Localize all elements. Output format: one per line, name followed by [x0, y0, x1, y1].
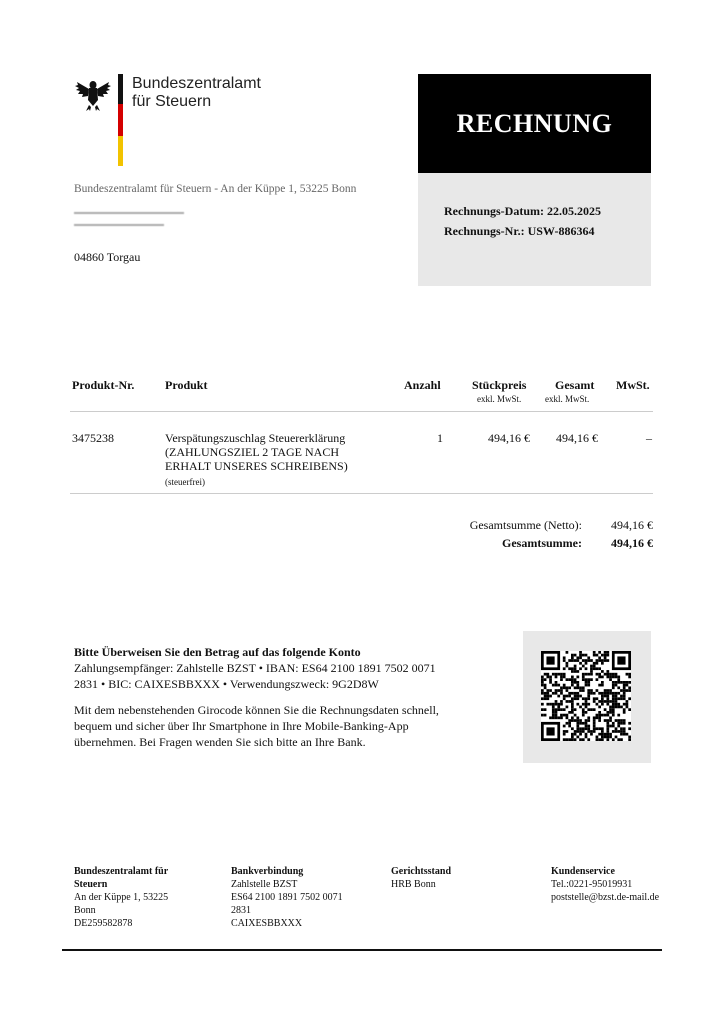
- payment-title: Bitte Überweisen Sie den Betrag auf das folgende Konto: [74, 645, 361, 659]
- invoice-number: USW-886364: [527, 224, 595, 238]
- girocode-qr-icon: [541, 651, 631, 741]
- cell-unit-price: 494,16 €: [488, 431, 530, 445]
- footer-company-title1: Bundeszentralamt für: [74, 866, 169, 877]
- recipient-redacted: [74, 212, 194, 246]
- col-header-product: Produkt: [165, 378, 208, 392]
- sender-line: Bundeszentralamt für Steuern - An der Küppe 1, 53225 Bonn: [74, 183, 357, 195]
- footer-bank: [231, 865, 381, 930]
- footer-bank-bic: CAIXESBBXXX: [231, 918, 303, 929]
- col-header-total: Gesamt: [555, 378, 595, 392]
- invoice-number-label: Rechnungs-Nr.:: [444, 224, 525, 238]
- col-header-product-no: Produkt-Nr.: [72, 378, 135, 392]
- product-line3: ERHALT UNSERES SCHREIBENS): [165, 459, 348, 473]
- footer-bank-iban2: 2831: [231, 905, 251, 916]
- invoice-date-row: [444, 201, 601, 221]
- payment-instructions: [74, 644, 474, 750]
- footer-bank-name: Zahlstelle BZST: [231, 879, 298, 890]
- cell-total: 494,16 €: [556, 431, 598, 445]
- girocode-panel: [523, 631, 651, 763]
- net-total-value: 494,16 €: [611, 518, 653, 532]
- footer-company: [74, 865, 224, 930]
- cell-product-no: 3475238: [72, 431, 114, 445]
- payment-desc-line1: Mit dem nebenstehenden Girocode können Sie die Rechnungsdaten schnell,: [74, 703, 439, 717]
- product-line2: (ZAHLUNGSZIEL 2 TAGE NACH: [165, 445, 340, 459]
- footer-court: [391, 865, 541, 891]
- invoice-number-row: [444, 221, 601, 241]
- footer-service-phone: Tel.:0221-95019931: [551, 879, 633, 890]
- footer-company-title2: Steuern: [74, 879, 108, 890]
- footer-divider: [62, 949, 662, 951]
- cell-vat: –: [646, 431, 652, 445]
- invoice-date-label: Rechnungs-Datum:: [444, 204, 545, 218]
- footer-court-value: HRB Bonn: [391, 879, 436, 890]
- logo: [74, 74, 274, 169]
- payment-desc-line3: übernehmen. Bei Fragen wenden Sie sich bitte an Ihre Bank.: [74, 735, 366, 749]
- footer-court-title: Gerichtsstand: [391, 866, 451, 877]
- col-subheader-total: exkl. MwSt.: [545, 394, 590, 404]
- org-name-line2: für Steuern: [132, 93, 212, 110]
- federal-eagle-icon: [74, 76, 112, 112]
- col-header-unit-price: Stückpreis: [472, 378, 527, 392]
- table-row-divider: [70, 493, 653, 494]
- product-tax-note: (steuerfrei): [165, 477, 205, 487]
- payment-line2: 2831 • BIC: CAIXESBBXXX • Verwendungszweck: 9G2D8W: [74, 677, 379, 691]
- footer-bank-title: Bankverbindung: [231, 866, 304, 877]
- payment-desc-line2: bequem und sicher über Ihr Smartphone in Ihre Mobile-Banking-App: [74, 719, 409, 733]
- product-line1: Verspätungszuschlag Steuererklärung: [165, 431, 346, 445]
- footer-company-address2: Bonn: [74, 905, 96, 916]
- organization-name: [132, 75, 261, 111]
- col-header-qty: Anzahl: [404, 378, 441, 392]
- gross-total-value: 494,16 €: [611, 536, 653, 550]
- col-subheader-unit-price: exkl. MwSt.: [477, 394, 522, 404]
- footer-service: [551, 865, 701, 904]
- footer-bank-iban1: ES64 2100 1891 7502 0071: [231, 892, 343, 903]
- table-header-divider: [70, 411, 653, 412]
- payment-description: [74, 702, 474, 750]
- federal-flag-bar: [118, 74, 123, 166]
- footer-service-title: Kundenservice: [551, 866, 615, 877]
- recipient-city: 04860 Torgau: [74, 250, 141, 264]
- org-name-line1: Bundeszentralamt: [132, 75, 261, 92]
- net-total-label: Gesamtsumme (Netto):: [469, 518, 582, 532]
- payment-line1: Zahlungsempfänger: Zahlstelle BZST • IBAN: ES64 2100 1891 7502 0071: [74, 661, 436, 675]
- cell-product: [165, 431, 385, 489]
- invoice-date: 22.05.2025: [547, 204, 602, 218]
- col-header-vat: MwSt.: [616, 378, 650, 392]
- footer-service-email: poststelle@bzst.de-mail.de: [551, 892, 660, 903]
- gross-total-label: Gesamtsumme:: [502, 536, 582, 550]
- invoice-info-box: [418, 173, 651, 286]
- footer-company-address1: An der Küppe 1, 53225: [74, 892, 169, 903]
- invoice-title-box: [418, 74, 651, 173]
- cell-qty: 1: [437, 431, 443, 445]
- footer-company-vat-id: DE259582878: [74, 918, 133, 929]
- invoice-title: RECHNUNG: [456, 108, 613, 138]
